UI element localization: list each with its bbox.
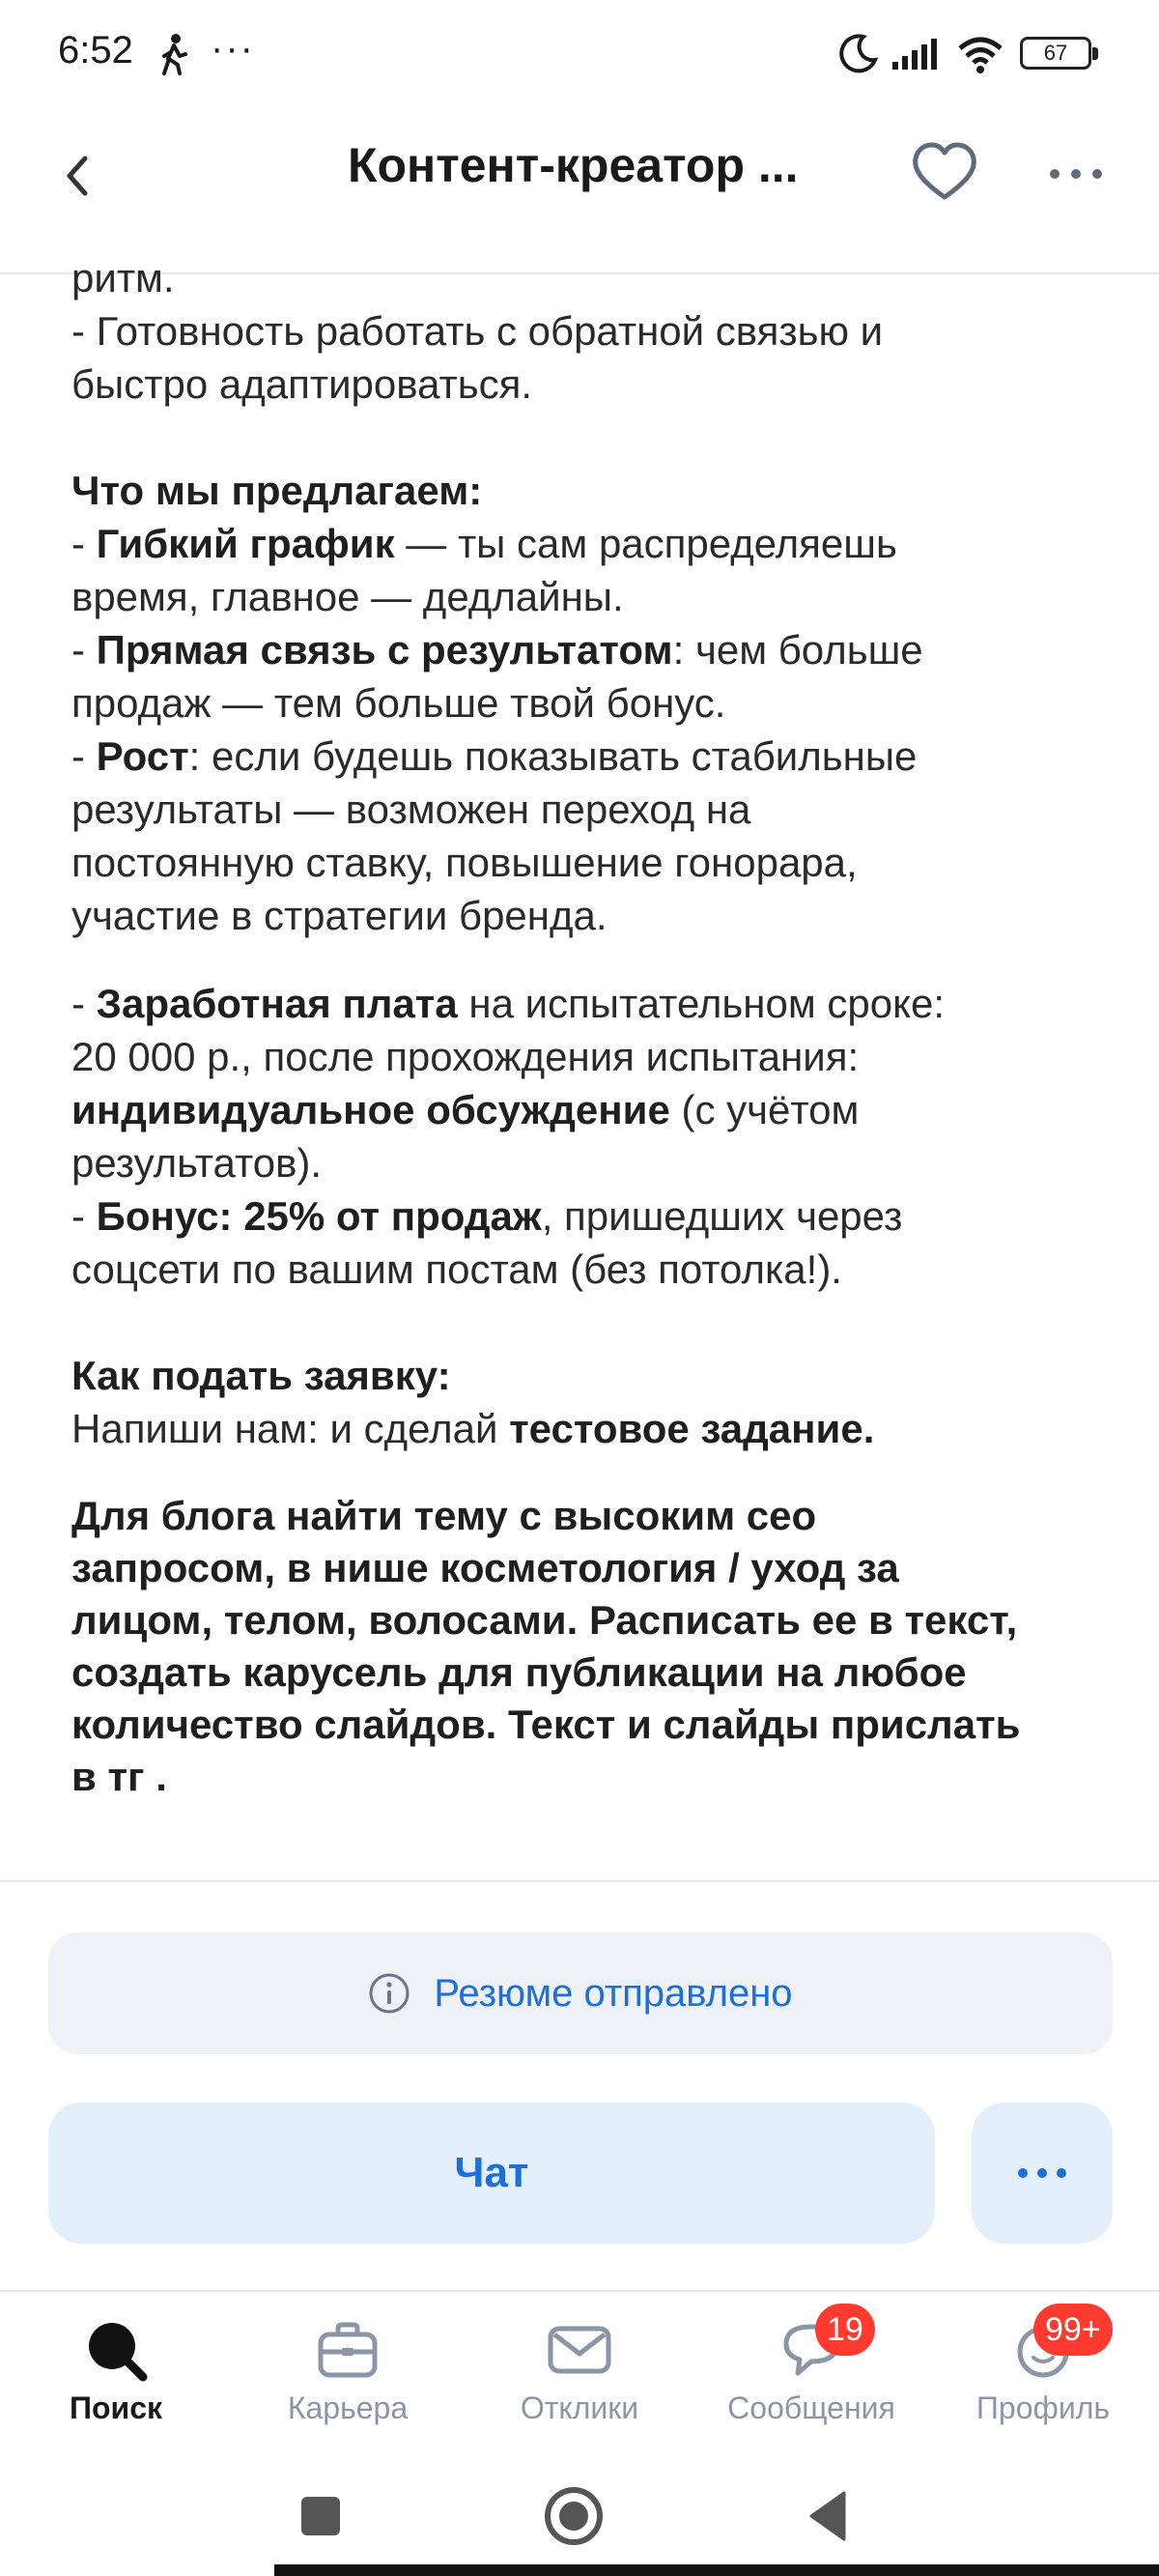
status-more-icon: ··· — [211, 27, 255, 70]
page-title: Контент-креатор ... — [348, 138, 799, 192]
resume-status-text: Резюме отправлено — [434, 1971, 793, 2015]
status-bar — [0, 0, 1159, 108]
more-options-icon[interactable] — [1045, 155, 1107, 193]
nav-label: Карьера — [287, 2390, 409, 2425]
envelope-icon — [545, 2315, 614, 2385]
wifi-icon — [956, 33, 1004, 75]
system-navigation-bar — [0, 2454, 1159, 2576]
bonus-item: - Бонус: 25% от продаж, пришедших через — [71, 1193, 903, 1239]
search-icon — [81, 2315, 151, 2385]
text-line: соцсети по вашим постам (без потолка!). — [71, 1246, 842, 1292]
moon-icon — [838, 33, 879, 73]
status-time: 6:52 — [58, 29, 133, 72]
back-triangle-icon[interactable] — [806, 2489, 848, 2543]
app-header — [0, 108, 1159, 274]
nav-label: Сообщения — [727, 2390, 895, 2425]
info-icon — [368, 1972, 410, 2015]
battery-level: 67 — [1043, 41, 1068, 65]
profile-badge: 99+ — [1033, 2304, 1113, 2356]
text-line: результатов). — [71, 1140, 323, 1186]
nav-item-profile[interactable] — [927, 2292, 1159, 2456]
task-line: в тг . — [71, 1754, 167, 1799]
offer-item: - Прямая связь с результатом: чем больше — [71, 627, 923, 673]
resume-sent-banner — [48, 1932, 1113, 2054]
text-line: 20 000 р., после прохождения испытания: — [71, 1034, 860, 1079]
text-line: продаж — тем больше твой бонус. — [71, 680, 726, 726]
bottom-navigation — [0, 2290, 1159, 2454]
recent-apps-icon[interactable] — [299, 2495, 342, 2537]
nav-item-responses[interactable] — [464, 2292, 695, 2456]
salary-item: индивидуальное обсуждение (с учётом — [71, 1087, 860, 1132]
task-line: Для блога найти тему с высоким сео — [71, 1493, 817, 1538]
home-icon[interactable] — [543, 2485, 605, 2547]
back-button[interactable] — [50, 137, 108, 215]
apply-heading: Как подать заявку: — [71, 1353, 451, 1398]
messages-badge: 19 — [815, 2304, 875, 2356]
signal-icon — [890, 37, 941, 72]
nav-label: Профиль — [975, 2390, 1111, 2425]
walking-icon — [156, 33, 191, 75]
favorite-heart-icon[interactable] — [908, 137, 981, 207]
salary-item: - Заработная плата на испытательном сроке: — [71, 981, 945, 1026]
offer-heading: Что мы предлагаем: — [71, 468, 483, 513]
vacancy-description — [71, 251, 1105, 1803]
nav-item-search[interactable] — [0, 2292, 232, 2456]
task-line: запросом, в нише косметология / уход за — [71, 1545, 899, 1590]
nav-label: Поиск — [69, 2390, 163, 2425]
text-line: - Готовность работать с обратной связью и — [71, 308, 884, 354]
battery-icon — [1020, 37, 1091, 70]
offer-item: - Рост: если будешь показывать стабильные — [71, 733, 918, 779]
text-line: постоянную ставку, повышение гонорара, — [71, 840, 858, 885]
text-line: быстро адаптироваться. — [71, 361, 533, 407]
chat-button[interactable]: Чат — [48, 2103, 935, 2244]
more-dots-icon — [1015, 2165, 1069, 2181]
nav-item-messages[interactable] — [695, 2292, 927, 2456]
task-line: количество слайдов. Текст и слайды прислать — [71, 1702, 1021, 1747]
offer-item: - Гибкий график — ты сам распределяешь — [71, 521, 897, 566]
task-line: создать карусель для публикации на любое — [71, 1649, 967, 1695]
text-line: результаты — возможен переход на — [71, 787, 751, 832]
actions-more-button[interactable] — [972, 2103, 1113, 2244]
text-line: время, главное — дедлайны. — [71, 574, 624, 619]
text-line: участие в стратегии бренда. — [71, 893, 608, 938]
gesture-bar — [274, 2564, 1159, 2576]
nav-item-career[interactable] — [232, 2292, 464, 2456]
section-divider — [0, 1880, 1159, 1882]
apply-text: Напиши нам: и сделай тестовое задание. — [71, 1406, 875, 1451]
task-line: лицом, телом, волосами. Расписать ее в текст, — [71, 1597, 1018, 1643]
text-line: ритм. — [71, 255, 175, 301]
nav-label: Отклики — [520, 2390, 639, 2425]
briefcase-icon — [313, 2315, 382, 2385]
